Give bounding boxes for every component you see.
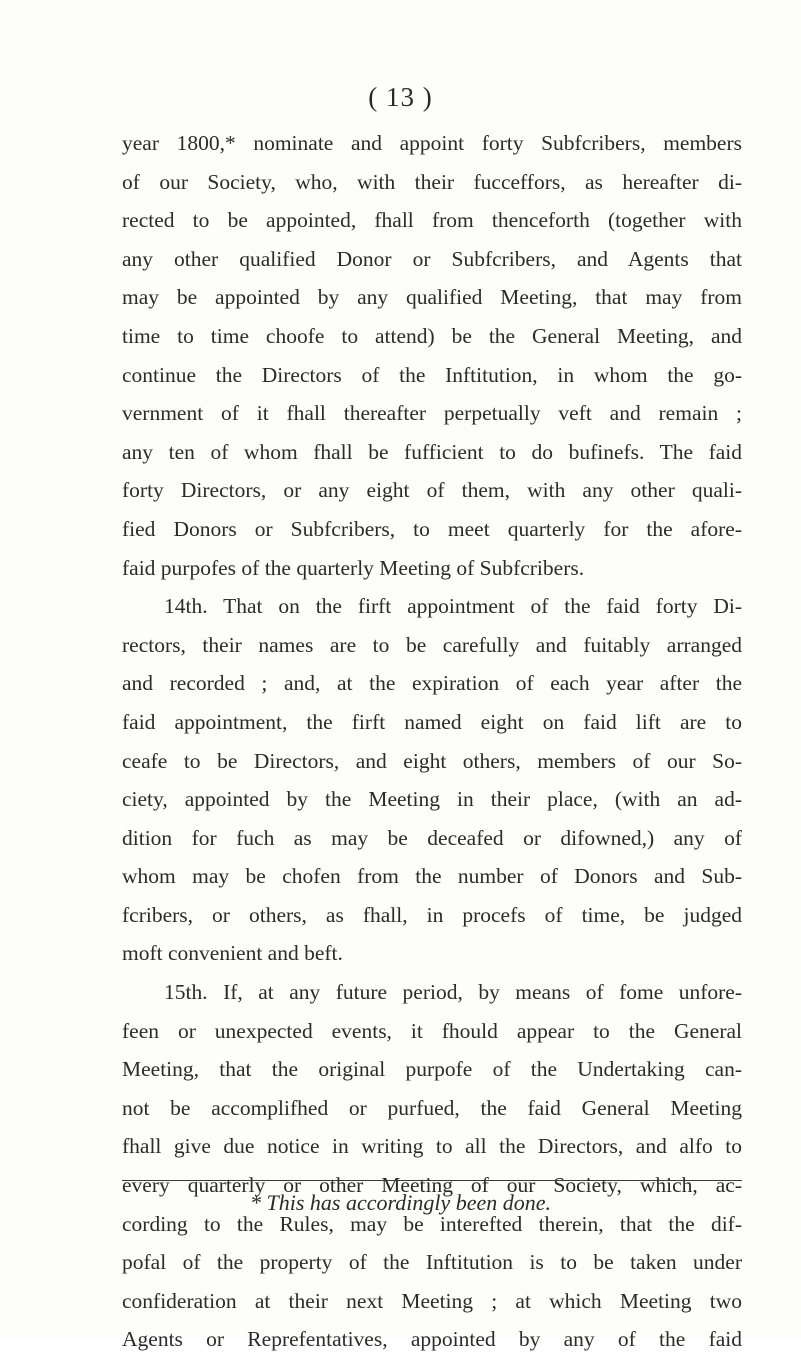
- text-line: Meeting, that the original purpofe of the Undertaking can-: [122, 1057, 742, 1082]
- text-line: faid appointment, the firft named eight on faid lift are to: [122, 709, 742, 734]
- text-line: time to time choofe to attend) be the General Meeting, and: [122, 323, 742, 348]
- text-line: rected to be appointed, fhall from thenceforth (together with: [122, 208, 742, 233]
- text-line: Agents or Reprefentatives, appointed by any of the faid: [122, 1327, 742, 1352]
- text-line: rectors, their names are to be carefully and fuitably arranged: [122, 632, 742, 657]
- text-line: of our Society, who, with their fucceffors, as hereafter di-: [122, 169, 742, 194]
- text-line: and recorded ; and, at the expiration of each year after the: [122, 671, 742, 696]
- text-line: fhall give due notice in writing to all the Directors, and alfo to: [122, 1134, 742, 1159]
- text-line: moft convenient and beft.: [122, 941, 343, 966]
- text-line: 15th. If, at any future period, by means of fome unfore-: [164, 980, 742, 1005]
- text-line: ceafe to be Directors, and eight others, members of our So-: [122, 748, 742, 773]
- page-number: ( 13 ): [368, 82, 433, 112]
- text-line: any ten of whom fhall be fufficient to do bufinefs. The faid: [122, 439, 742, 464]
- text-line: cording to the Rules, may be interefted therein, that the dif-: [122, 1211, 742, 1236]
- text-line: any other qualified Donor or Subfcribers, and Agents that: [122, 246, 742, 271]
- text-line: feen or unexpected events, it fhould appear to the General: [122, 1018, 742, 1043]
- body-text: [122, 124, 742, 1359]
- footnote-divider: [122, 1180, 742, 1181]
- text-line: pofal of the property of the Inftitution is to be taken under: [122, 1250, 742, 1275]
- footnote: * This has accordingly been done.: [249, 1190, 552, 1215]
- text-line: continue the Directors of the Inftitution, in whom the go-: [122, 362, 742, 387]
- text-line: vernment of it fhall thereafter perpetually veft and remain ;: [122, 401, 742, 426]
- text-line: every quarterly or other Meeting of our Society, which, ac-: [122, 1173, 742, 1198]
- text-line: confideration at their next Meeting ; at which Meeting two: [122, 1288, 742, 1313]
- text-line: may be appointed by any qualified Meeting, that may from: [122, 285, 742, 310]
- text-line: dition for fuch as may be deceafed or difowned,) any of: [122, 825, 742, 850]
- text-line: fcribers, or others, as fhall, in procefs of time, be judged: [122, 902, 742, 927]
- text-line: ciety, appointed by the Meeting in their place, (with an ad-: [122, 787, 742, 812]
- text-line: whom may be chofen from the number of Donors and Sub-: [122, 864, 742, 889]
- text-line: 14th. That on the firft appointment of the faid forty Di-: [164, 594, 742, 619]
- text-line: fied Donors or Subfcribers, to meet quarterly for the afore-: [122, 516, 742, 541]
- text-line: forty Directors, or any eight of them, with any other quali-: [122, 478, 742, 503]
- text-line: year 1800,* nominate and appoint forty Subfcribers, members: [122, 131, 742, 155]
- text-line: not be accomplifhed or purfued, the faid General Meeting: [122, 1095, 742, 1120]
- text-line: faid purpofes of the quarterly Meeting of Subfcribers.: [122, 555, 585, 580]
